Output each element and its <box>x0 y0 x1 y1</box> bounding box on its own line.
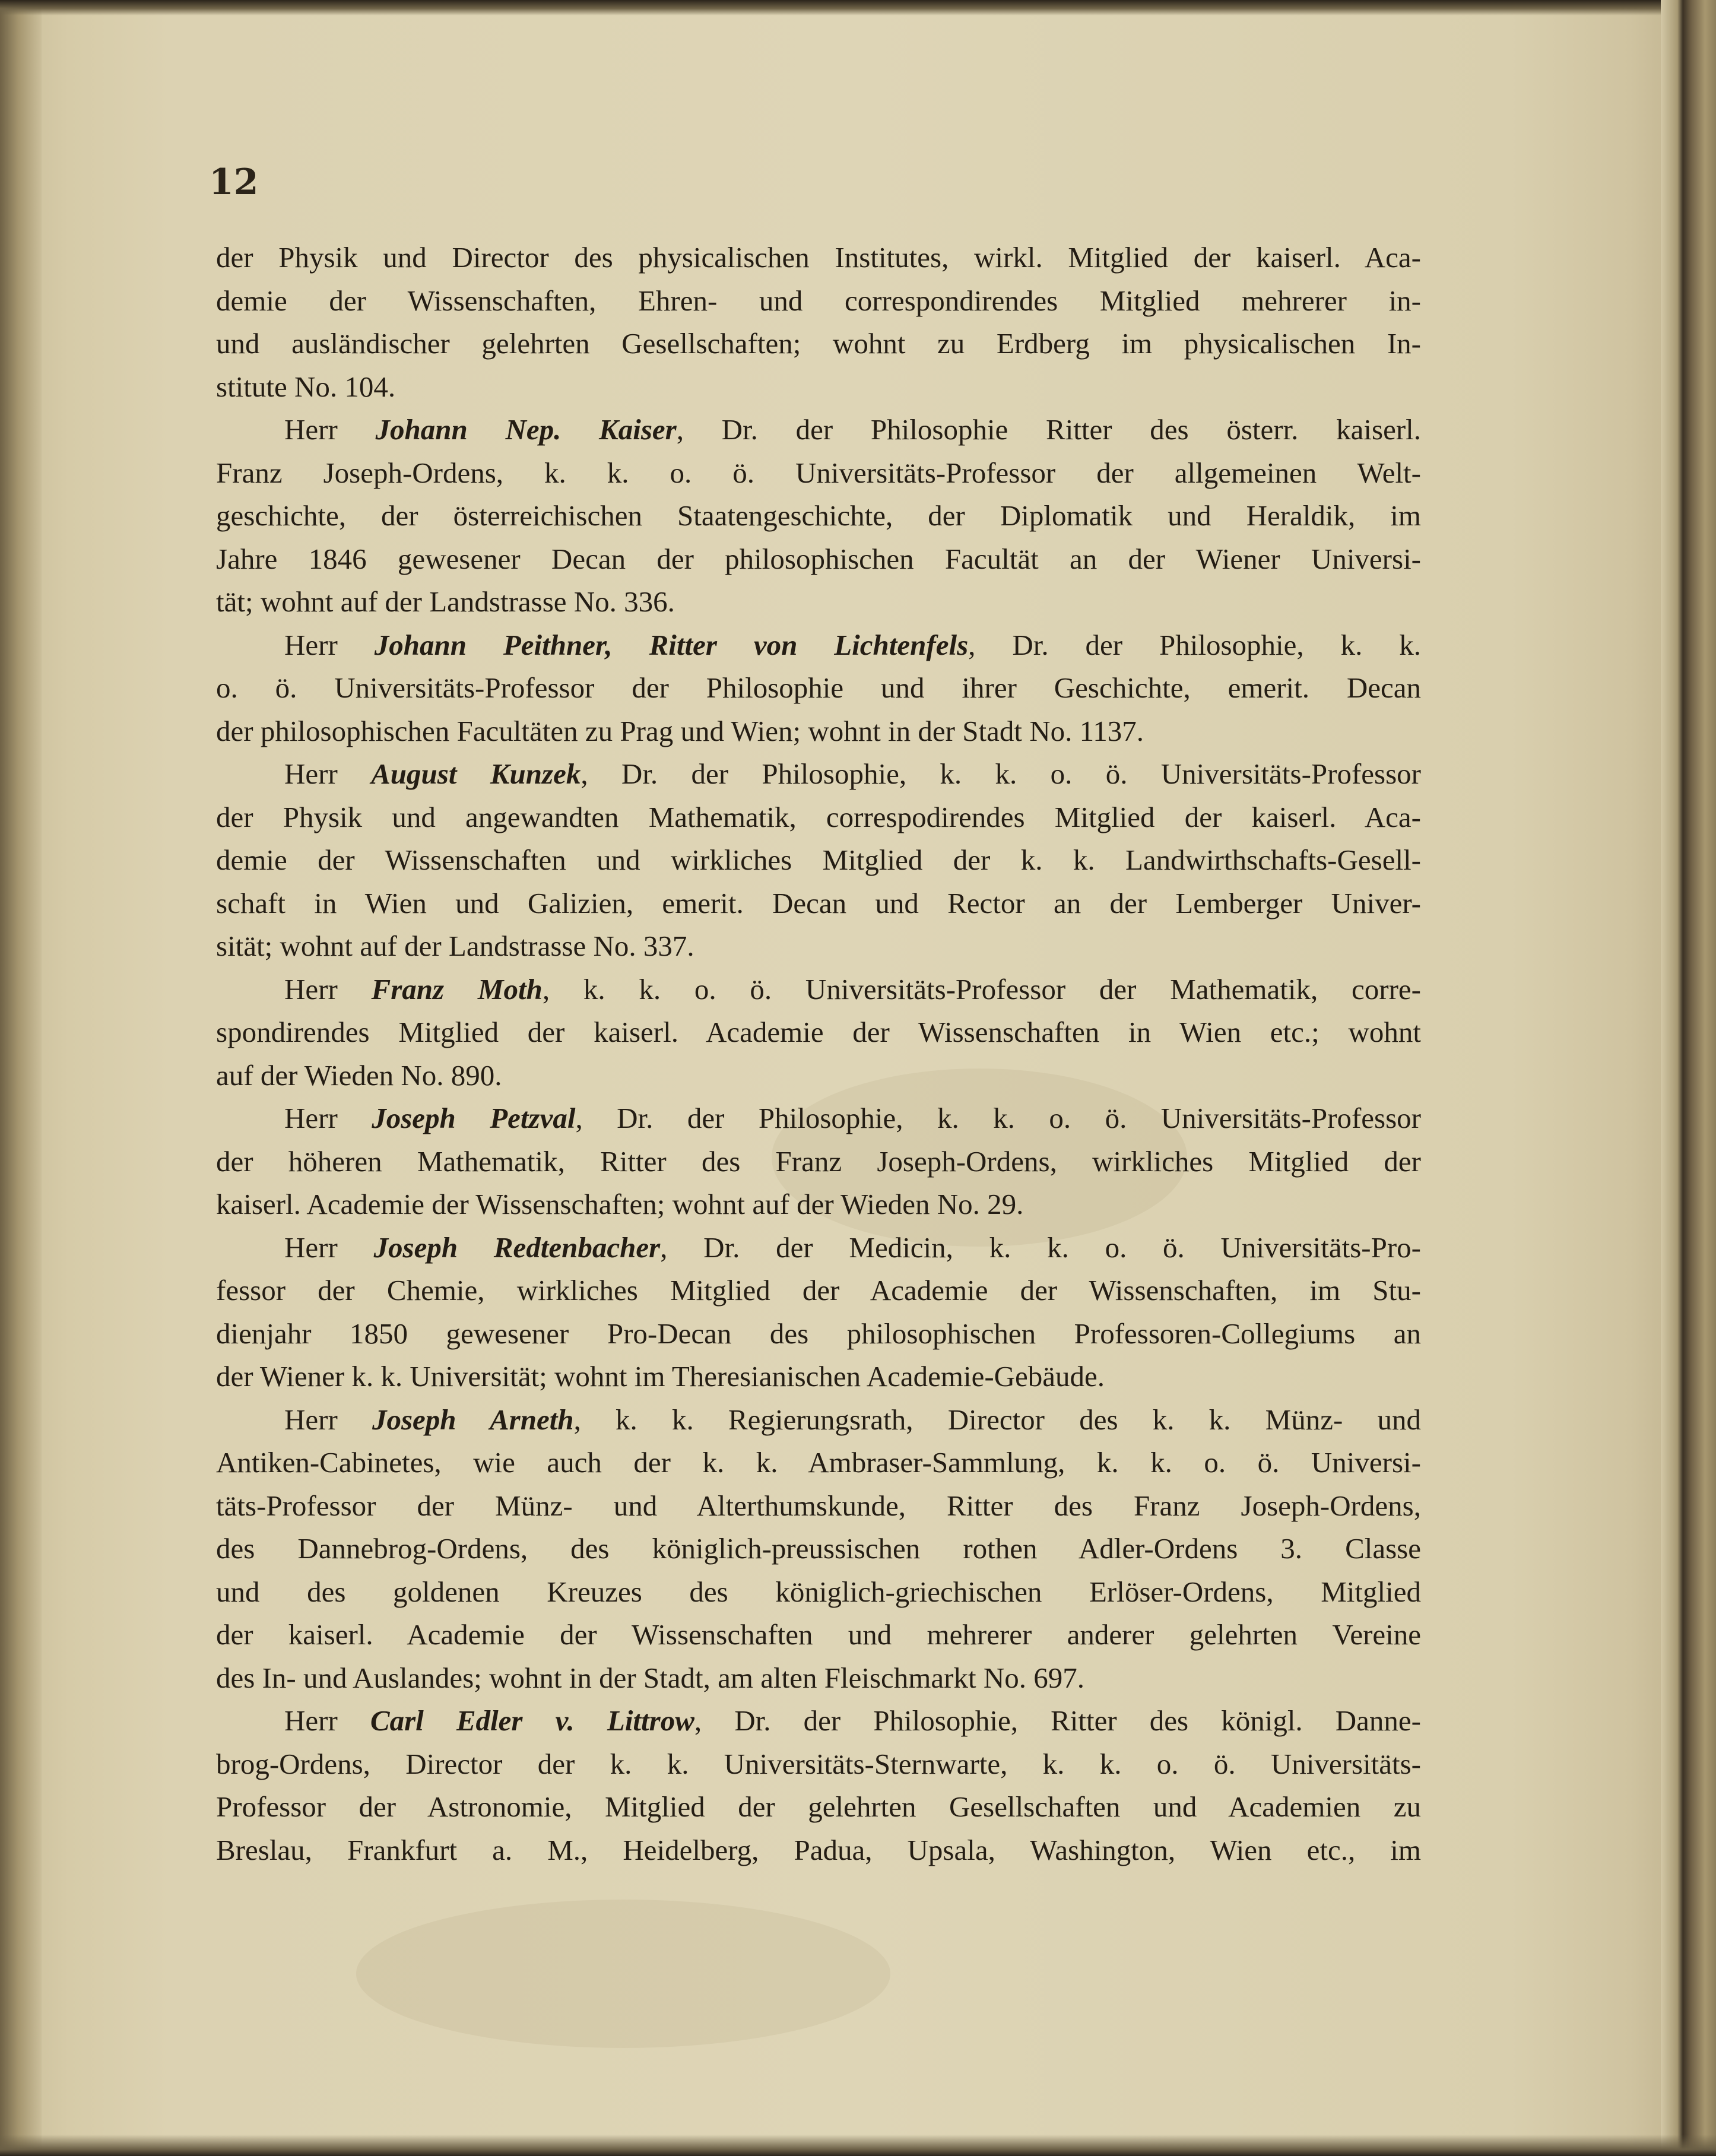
line-text: demie der Wissenschaften, Ehren- und correspondirendes Mitglied mehrerer in- <box>216 284 1421 317</box>
text-line <box>216 667 1421 710</box>
text-line <box>216 839 1421 882</box>
text-line <box>216 1441 1421 1485</box>
line-text: Antiken-Cabinetes, wie auch der k. k. Ambraser-Sammlung, k. k. o. ö. Universi- <box>216 1446 1421 1479</box>
line-text: , k. k. Regierungsrath, Director des k. k. Münz- und <box>573 1403 1421 1436</box>
text-line <box>216 1527 1421 1571</box>
line-text: des In- und Auslandes; wohnt in der Stadt, am alten Fleischmarkt No. 697. <box>216 1661 1084 1694</box>
line-text: geschichte, der österreichischen Staatengeschichte, der Diplomatik und Heraldik, im <box>216 499 1421 532</box>
text-line <box>216 1786 1421 1829</box>
text-line <box>216 1054 1421 1098</box>
line-text: o. ö. Universitäts-Professor der Philosophie und ihrer Geschichte, emerit. Decan <box>216 671 1421 704</box>
honorific: Herr <box>284 413 376 446</box>
text-line <box>216 452 1421 495</box>
text-line <box>216 753 1421 796</box>
paper-stain <box>356 1900 890 2048</box>
person-name: Joseph Redtenbacher <box>373 1231 661 1264</box>
text-line <box>216 624 1421 667</box>
text-line <box>216 1140 1421 1184</box>
line-text: des Dannebrog-Ordens, des königlich-preussischen rothen Adler-Ordens 3. Classe <box>216 1532 1421 1565</box>
text-line <box>216 710 1421 753</box>
text-line <box>216 280 1421 323</box>
text-line <box>216 1011 1421 1054</box>
line-text: fessor der Chemie, wirkliches Mitglied der Academie der Wissenschaften, im Stu- <box>216 1274 1421 1307</box>
line-text: , Dr. der Medicin, k. k. o. ö. Universitäts-Pro- <box>660 1231 1422 1264</box>
line-text: sität; wohnt auf der Landstrasse No. 337. <box>216 930 694 962</box>
line-text: , Dr. der Philosophie, k. k. o. ö. Universitäts-Professor <box>581 757 1421 790</box>
text-line <box>216 796 1421 839</box>
line-text: der Physik und angewandten Mathematik, correspodirendes Mitglied der kaiserl. Aca- <box>216 800 1421 833</box>
line-text: schaft in Wien und Galizien, emerit. Decan und Rector an der Lemberger Univer- <box>216 886 1421 920</box>
text-line <box>216 1657 1421 1700</box>
line-text: tät; wohnt auf der Landstrasse No. 336. <box>216 585 675 618</box>
honorific: Herr <box>284 1231 374 1264</box>
text-line <box>216 925 1421 968</box>
text-line <box>216 1571 1421 1614</box>
text-line <box>216 322 1421 366</box>
text-line <box>216 366 1421 409</box>
text-line <box>216 1613 1421 1657</box>
line-text: dienjahr 1850 gewesener Pro-Decan des philosophischen Professoren-Collegiums an <box>216 1317 1421 1350</box>
text-line <box>216 1399 1421 1442</box>
line-text: der philosophischen Facultäten zu Prag und Wien; wohnt in der Stadt No. 1137. <box>216 714 1144 747</box>
line-text: , Dr. der Philosophie Ritter des österr. kaiserl. <box>676 413 1421 446</box>
person-name: August Kunzek <box>371 757 581 790</box>
text-line <box>216 538 1421 581</box>
line-text: stitute No. 104. <box>216 370 396 403</box>
text-line <box>216 1312 1421 1356</box>
text-line <box>216 1485 1421 1528</box>
honorific: Herr <box>284 972 372 1006</box>
line-text: der höheren Mathematik, Ritter des Franz Joseph-Ordens, wirkliches Mitglied der <box>216 1144 1421 1178</box>
right-page-edge <box>1661 0 1716 2156</box>
honorific: Herr <box>284 757 372 790</box>
line-text: täts-Professor der Münz- und Alterthumskunde, Ritter des Franz Joseph-Ordens, <box>216 1489 1421 1522</box>
text-line <box>216 1269 1421 1312</box>
honorific: Herr <box>284 1403 372 1436</box>
text-line <box>216 1183 1421 1226</box>
line-text: , Dr. der Philosophie, Ritter des königl. Danne- <box>694 1704 1421 1737</box>
line-text: demie der Wissenschaften und wirkliches Mitglied der k. k. Landwirthschafts-Gesell- <box>216 844 1421 876</box>
line-text: , Dr. der Philosophie, k. k. o. ö. Universitäts-Professor <box>575 1102 1421 1134</box>
person-name: Carl Edler v. Littrow <box>370 1704 694 1737</box>
line-text: und ausländischer gelehrten Gesellschaften; wohnt zu Erdberg im physicalischen In- <box>216 327 1421 360</box>
person-name: Johann Peithner, Ritter von Lichtenfels <box>374 628 969 661</box>
honorific: Herr <box>284 628 375 661</box>
person-name: Franz Moth <box>371 972 543 1006</box>
text-line <box>216 408 1421 452</box>
line-text: der kaiserl. Academie der Wissenschaften und mehrerer anderer gelehrten Vereine <box>216 1618 1421 1651</box>
honorific: Herr <box>284 1102 372 1134</box>
person-name: Joseph Arneth <box>372 1403 574 1436</box>
page-number: 12 <box>209 161 259 203</box>
person-name: Johann Nep. Kaiser <box>375 413 677 446</box>
line-text: Franz Joseph-Ordens, k. k. o. ö. Universitäts-Professor der allgemeinen Welt- <box>216 456 1421 489</box>
line-text: kaiserl. Academie der Wissenschaften; wohnt auf der Wieden No. 29. <box>216 1188 1024 1220</box>
line-text: der Physik und Director des physicalischen Institutes, wirkl. Mitglied der kaiserl. Aca- <box>216 241 1421 274</box>
person-name: Joseph Petzval <box>372 1102 576 1134</box>
line-text: Professor der Astronomie, Mitglied der gelehrten Gesellschaften und Academien zu <box>216 1790 1421 1823</box>
text-line <box>216 1829 1421 1872</box>
line-text: , k. k. o. ö. Universitäts-Professor der Mathematik, corre- <box>542 972 1421 1006</box>
text-line <box>216 1700 1421 1743</box>
line-text: , Dr. der Philosophie, k. k. <box>968 628 1421 661</box>
bottom-page-edge <box>0 2135 1716 2156</box>
text-line <box>216 882 1421 925</box>
text-line <box>216 1355 1421 1399</box>
honorific: Herr <box>284 1704 370 1737</box>
text-line <box>216 1097 1421 1140</box>
line-text: und des goldenen Kreuzes des königlich-griechischen Erlöser-Ordens, Mitglied <box>216 1575 1421 1608</box>
line-text: spondirendes Mitglied der kaiserl. Academie der Wissenschaften in Wien etc.; wohnt <box>216 1016 1421 1048</box>
line-text: auf der Wieden No. 890. <box>216 1058 502 1092</box>
line-text: Breslau, Frankfurt a. M., Heidelberg, Padua, Upsala, Washington, Wien etc., im <box>216 1833 1421 1866</box>
line-text: brog-Ordens, Director der k. k. Universitäts-Sternwarte, k. k. o. ö. Universitäts- <box>216 1747 1421 1780</box>
line-text: der Wiener k. k. Universität; wohnt im Theresianischen Academie-Gebäude. <box>216 1360 1105 1393</box>
text-line <box>216 581 1421 624</box>
page-gutter-shadow <box>0 0 42 2156</box>
top-page-edge <box>0 0 1716 15</box>
line-text: Jahre 1846 gewesener Decan der philosophischen Facultät an der Wiener Universi- <box>216 542 1421 575</box>
text-line <box>216 236 1421 280</box>
text-line <box>216 1226 1421 1270</box>
text-line <box>216 968 1421 1012</box>
body-text <box>216 236 1421 1872</box>
text-line <box>216 494 1421 538</box>
text-line <box>216 1743 1421 1786</box>
